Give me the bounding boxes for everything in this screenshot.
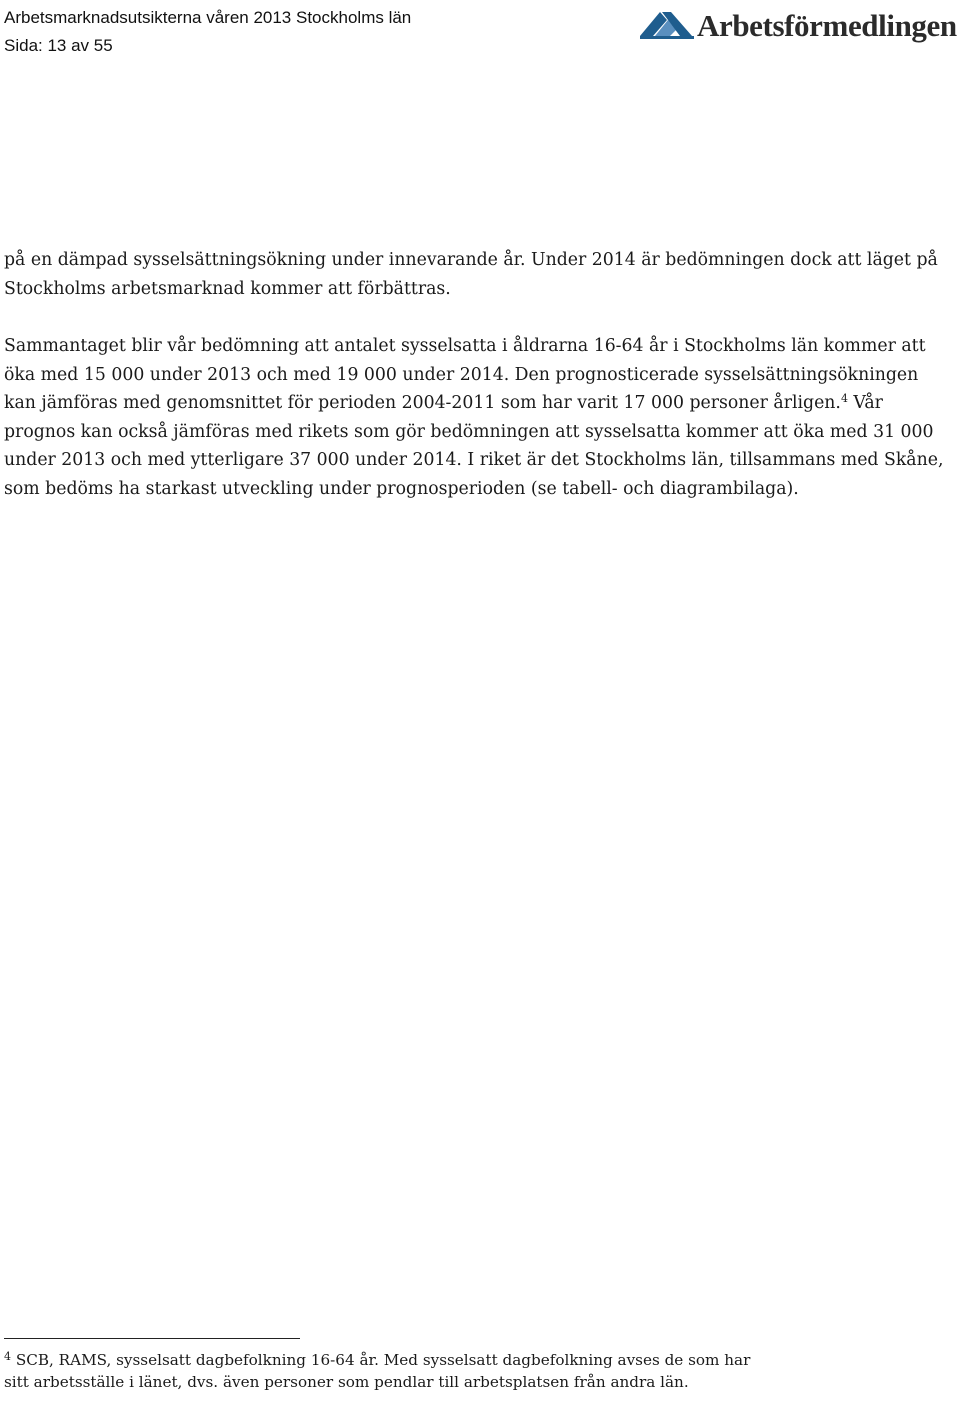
page-indicator: Sida: 13 av 55 <box>4 36 113 55</box>
arbetsformedlingen-logo <box>640 6 958 48</box>
document-title: Arbetsmarknadsutsikterna våren 2013 Stockholms län <box>4 8 412 27</box>
logo-wordmark: Arbetsförmedlingen <box>697 8 957 43</box>
footnote-number: 4 <box>4 1350 11 1363</box>
paragraph-text-part2: Vår prognos kan också jämföras med rikets som gör bedömningen att sysselsatta kommer att öka med 31 000 under 2013 och med ytterligare 37 000 under 2014. I riket är det Stockholms län, tillsammans med Skåne, som bedöms ha starkast utveckling under prognosperioden (se tabell- och diagrambilaga). <box>4 393 944 499</box>
footnote-divider <box>4 1338 300 1339</box>
body-paragraph-1 <box>4 246 944 303</box>
footnote-reference[interactable]: 4 <box>840 392 848 406</box>
page-header <box>4 4 411 60</box>
footnote-text: SCB, RAMS, sysselsatt dagbefolkning 16-64 år. Med sysselsatt dagbefolkning avses de som har sitt arbetsställe i länet, dvs. även personer som pendlar till arbetsplatsen från andra län. <box>4 1351 751 1391</box>
body-paragraph-2 <box>4 332 944 504</box>
paragraph-text-part1: Sammantaget blir vår bedömning att antalet sysselsatta i åldrarna 16-64 år i Stockholms län kommer att öka med 15 000 under 2013 och med 19 000 under 2014. Den prognosticerade sysselsättningsökningen kan jämföras med genomsnittet för perioden 2004-2011 som har varit 17 000 personer årligen. <box>4 336 926 414</box>
paragraph-text: på en dämpad sysselsättningsökning under innevarande år. Under 2014 är bedömningen dock att läget på Stockholms arbetsmarknad kommer att förbättras. <box>4 250 938 299</box>
footnote <box>4 1350 764 1393</box>
logo-mark-icon <box>640 6 694 40</box>
